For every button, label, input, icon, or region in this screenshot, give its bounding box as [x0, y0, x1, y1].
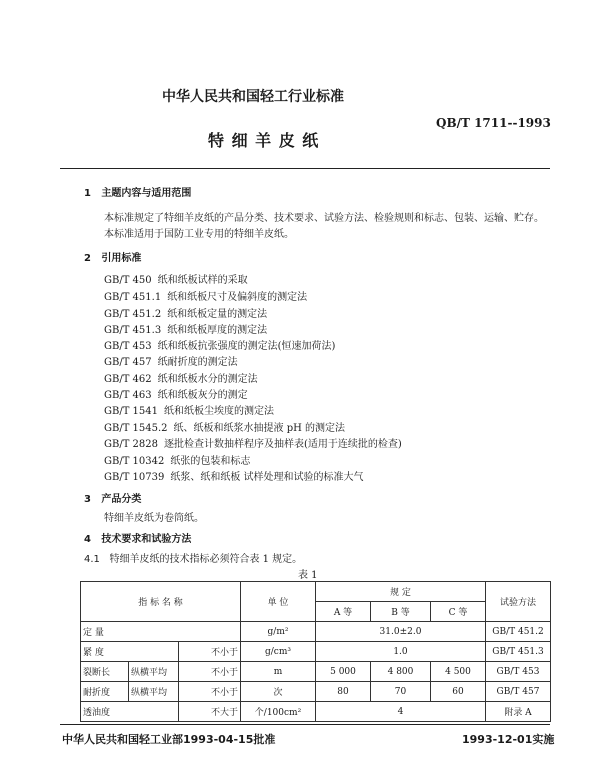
row-value-c: 4 500: [431, 662, 486, 682]
section-2-title: 引用标准: [101, 253, 142, 264]
reference-code: GB/T 462: [104, 374, 152, 385]
reference-title: 纸浆、纸和纸板 试样处理和试验的标准大气: [170, 472, 364, 483]
row-method: 附录 A: [486, 702, 551, 722]
row-subname: 纵横平均: [129, 662, 179, 682]
reference-item: [104, 305, 267, 320]
row-condition: 不小于: [179, 682, 241, 702]
section-1-title: 主题内容与适用范围: [101, 188, 192, 199]
row-method: GB/T 451.3: [486, 642, 551, 662]
table-row: [81, 642, 551, 662]
row-method: GB/T 457: [486, 682, 551, 702]
row-name: 透油度: [81, 702, 179, 722]
header-grade-b: B 等: [371, 602, 431, 622]
row-name: 定 量: [81, 622, 241, 642]
row-unit: g/m²: [241, 622, 316, 642]
section-3-title: 产品分类: [101, 494, 142, 505]
reference-item: [104, 468, 364, 483]
reference-item: [104, 435, 402, 450]
header-grade-c: C 等: [431, 602, 486, 622]
section-1-paragraph-2: 本标准适用于国防工业专用的特细羊皮纸。: [104, 229, 294, 240]
section-1-paragraph-1: 本标准规定了特细羊皮纸的产品分类、技术要求、试验方法、检验规则和标志、包装、运输、贮存。: [104, 213, 544, 224]
table-row: [81, 622, 551, 642]
clause-4-1: [84, 550, 302, 565]
row-value: 1.0: [316, 642, 486, 662]
reference-code: GB/T 10342: [104, 456, 165, 467]
spec-table: [80, 581, 551, 722]
reference-item: [104, 353, 238, 368]
reference-title: 纸和纸板定量的测定法: [167, 309, 268, 320]
row-unit: 次: [241, 682, 316, 702]
standard-code: QB/T 1711--1993: [436, 116, 551, 130]
row-value-c: 60: [431, 682, 486, 702]
reference-item: [104, 271, 248, 286]
header-method: 试验方法: [486, 582, 551, 622]
row-subname: 纵横平均: [129, 682, 179, 702]
issuing-org: 中华人民共和国轻工行业标准: [162, 89, 344, 105]
header-rule: [60, 168, 550, 169]
row-value-b: 70: [371, 682, 431, 702]
row-value-a: 80: [316, 682, 371, 702]
clause-4-1-number: 4.1: [84, 554, 100, 565]
reference-code: GB/T 2828: [104, 439, 159, 450]
reference-title: 纸和纸板试样的采取: [157, 275, 248, 286]
row-name: 耐折度: [81, 682, 129, 702]
header-item: 指 标 名 称: [81, 582, 241, 622]
reference-title: 纸和纸板灰分的测定: [157, 390, 248, 401]
row-method: GB/T 453: [486, 662, 551, 682]
reference-title: 纸张的包装和标志: [170, 456, 251, 467]
header-grade-a: A 等: [316, 602, 371, 622]
reference-item: [104, 321, 267, 336]
row-unit: m: [241, 662, 316, 682]
reference-title: 纸和纸板抗张强度的测定法(恒速加荷法): [157, 341, 336, 352]
effective-date: 1993-12-01实施: [462, 733, 555, 746]
row-value-a: 5 000: [316, 662, 371, 682]
reference-code: GB/T 1541: [104, 406, 159, 417]
footer-rule: [60, 724, 550, 725]
reference-code: GB/T 453: [104, 341, 152, 352]
reference-item: [104, 386, 248, 401]
section-1-number: 1: [84, 188, 91, 199]
row-condition: 不小于: [179, 642, 241, 662]
reference-title: 纸、纸板和纸浆水抽提液 pH 的测定法: [173, 423, 346, 434]
reference-title: 纸和纸板厚度的测定法: [167, 325, 268, 336]
table-header-row: [81, 582, 551, 602]
section-2-heading: [84, 249, 141, 264]
reference-item: [104, 402, 274, 417]
reference-title: 纸和纸板尘埃度的测定法: [164, 406, 275, 417]
section-2-number: 2: [84, 253, 91, 264]
section-3-paragraph: 特细羊皮纸为卷筒纸。: [104, 513, 204, 524]
row-value: 31.0±2.0: [316, 622, 486, 642]
reference-code: GB/T 450: [104, 275, 152, 286]
clause-4-1-text: 特细羊皮纸的技术指标必须符合表 1 规定。: [109, 554, 303, 565]
row-unit: g/cm³: [241, 642, 316, 662]
reference-item: [104, 419, 345, 434]
reference-item: [104, 337, 335, 352]
header-unit: 单 位: [241, 582, 316, 622]
row-name: 裂断长: [81, 662, 129, 682]
table-row: [81, 682, 551, 702]
reference-code: GB/T 1545.2: [104, 423, 168, 434]
header-spec: 规 定: [316, 582, 486, 602]
row-unit: 个/100cm²: [241, 702, 316, 722]
document-title: 特 细 羊 皮 纸: [208, 131, 320, 150]
section-4-heading: [84, 530, 191, 545]
reference-code: GB/T 10739: [104, 472, 165, 483]
table-row: [81, 662, 551, 682]
row-value: 4: [316, 702, 486, 722]
section-1-heading: [84, 184, 191, 199]
section-3-heading: [84, 490, 141, 505]
reference-code: GB/T 463: [104, 390, 152, 401]
table-row: [81, 702, 551, 722]
section-3-number: 3: [84, 494, 91, 505]
reference-item: [104, 370, 258, 385]
reference-code: GB/T 451.1: [104, 292, 162, 303]
row-condition: 不大于: [179, 702, 241, 722]
approval-statement: 中华人民共和国轻工业部1993-04-15批准: [62, 733, 276, 746]
reference-title: 逐批检查计数抽样程序及抽样表(适用于连续批的检查): [164, 439, 402, 450]
section-4-title: 技术要求和试验方法: [101, 534, 192, 545]
reference-item: [104, 452, 250, 467]
row-name: 紧 度: [81, 642, 179, 662]
reference-title: 纸和纸板尺寸及偏斜度的测定法: [167, 292, 308, 303]
row-method: GB/T 451.2: [486, 622, 551, 642]
reference-title: 纸和纸板水分的测定法: [157, 374, 258, 385]
reference-item: [104, 288, 307, 303]
reference-title: 纸耐折度的测定法: [157, 357, 238, 368]
row-condition: 不小于: [179, 662, 241, 682]
reference-code: GB/T 451.3: [104, 325, 162, 336]
reference-code: GB/T 451.2: [104, 309, 162, 320]
table-caption: 表 1: [298, 570, 318, 581]
reference-code: GB/T 457: [104, 357, 152, 368]
row-value-b: 4 800: [371, 662, 431, 682]
section-4-number: 4: [84, 534, 91, 545]
